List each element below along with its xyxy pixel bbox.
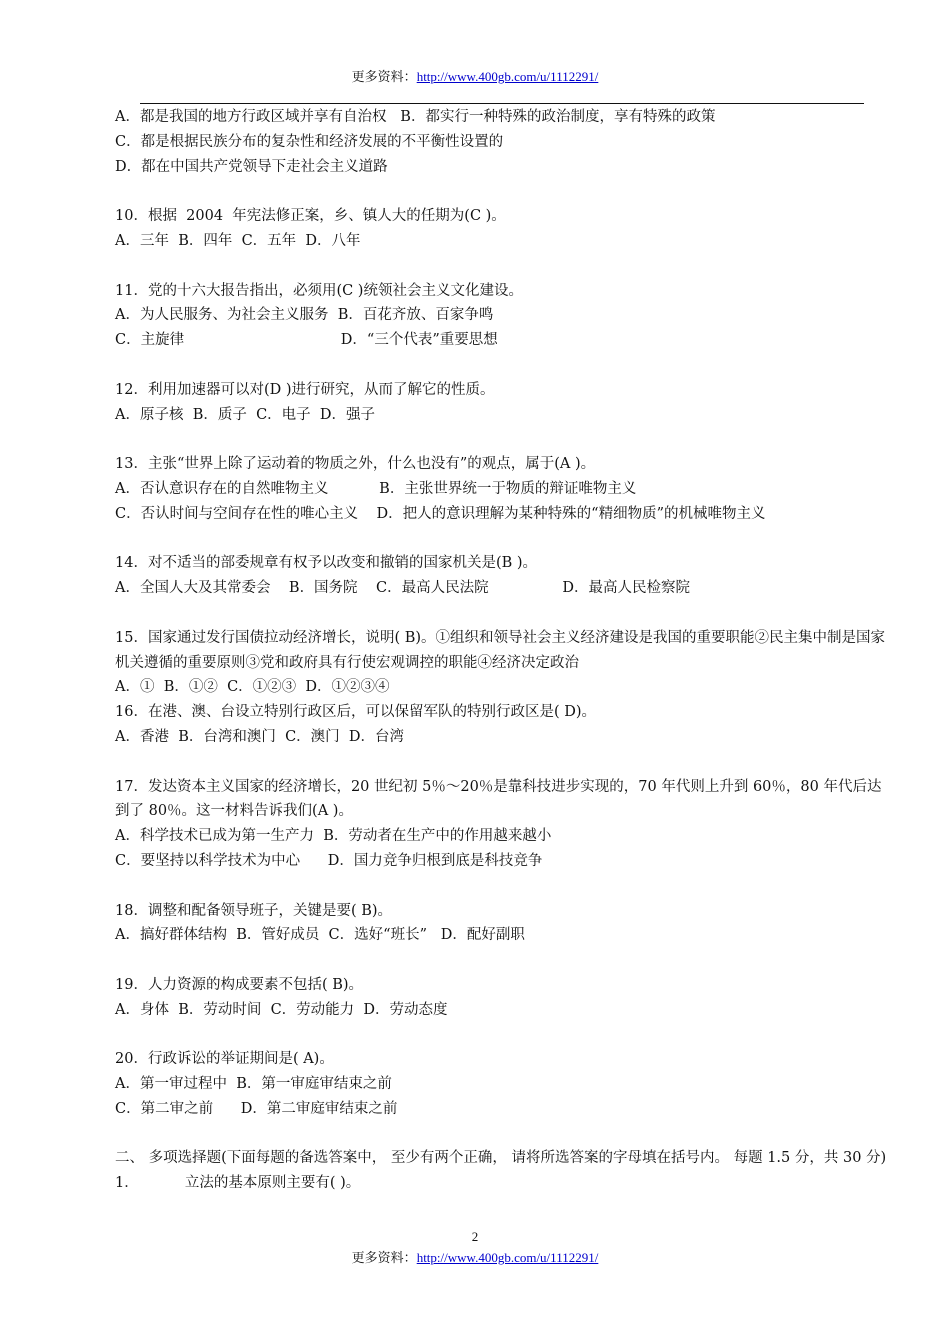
question-10: 10．根据 2004 年宪法修正案，乡、镇人大的任期为(C )。 — [115, 208, 506, 225]
page-header — [0, 66, 950, 85]
option-line: D．都在中国共产党领导下走社会主义道路 — [115, 158, 388, 175]
section-2-heading: 二、 多项选择题(下面每题的备选答案中， 至少有两个正确， 请将所选答案的字母填在括号内。 每题 1.5 分，共 30 分) — [115, 1150, 887, 1167]
question-15-options: A．① B．①② C．①②③ D．①②③④ — [115, 679, 390, 696]
question-11-options: A．为人民服务、为社会主义服务 B．百花齐放、百家争鸣 — [115, 307, 494, 324]
header-label: 更多资料： — [351, 69, 417, 84]
question-20-options: A．第一审过程中 B．第一审庭审结束之前 — [115, 1076, 392, 1093]
question-13: 13．主张“世界上除了运动着的物质之外，什么也没有”的观点，属于(A )。 — [115, 456, 596, 473]
question-12: 12．利用加速器可以对(D )进行研究，从而了解它的性质。 — [115, 381, 495, 398]
question-11-options: C．主旋律 D．“三个代表”重要思想 — [115, 332, 498, 349]
question-16-options: A．香港 B．台湾和澳门 C．澳门 D．台湾 — [115, 728, 405, 745]
question-20-options: C．第二审之前 D．第二审庭审结束之前 — [115, 1100, 398, 1117]
option-line: A．都是我国的地方行政区域并享有自治权 B．都实行一种特殊的政治制度，享有特殊的政策 — [115, 109, 716, 125]
question-14: 14．对不适当的部委规章有权予以改变和撤销的国家机关是(B )。 — [115, 555, 538, 572]
question-13-options: A．否认意识存在的自然唯物主义 B．主张世界统一于物质的辩证唯物主义 — [115, 480, 637, 497]
question-18: 18．调整和配备领导班子，关键是要( B)。 — [115, 902, 393, 919]
footer-link[interactable]: http://www.400gb.com/u/1112291/ — [416, 1250, 599, 1265]
question-15: 15．国家通过发行国债拉动经济增长，说明( B)。①组织和领导社会主义经济建设是我国的重要职能②民主集中制是国家机关遵循的重要原则③党和政府具有行使宏观调控的职能④经济决定政治 — [115, 629, 886, 671]
question-14-options: A．全国人大及其常委会 B．国务院 C．最高人民法院 D．最高人民检察院 — [115, 580, 690, 597]
page-number: 2 — [471, 1229, 479, 1244]
header-link[interactable]: http://www.400gb.com/u/1112291/ — [416, 69, 599, 84]
header-rule — [140, 103, 864, 104]
question-11: 11．党的十六大报告指出，必须用(C )统领社会主义文化建设。 — [115, 282, 523, 299]
question-19-options: A．身体 B．劳动时间 C．劳动能力 D．劳动态度 — [115, 1001, 448, 1018]
question-18-options: A．搞好群体结构 B．管好成员 C．选好“班长” D．配好副职 — [115, 927, 525, 944]
page-footer — [0, 1247, 950, 1266]
footer-label: 更多资料： — [351, 1250, 417, 1265]
question-17-options: C．要坚持以科学技术为中心 D．国力竞争归根到底是科技竞争 — [115, 852, 543, 869]
option-line: C．都是根据民族分布的复杂性和经济发展的不平衡性设置的 — [115, 133, 504, 150]
question-12-options: A．原子核 B．质子 C．电子 D．强子 — [115, 406, 376, 423]
question-17-options: A．科学技术已成为第一生产力 B．劳动者在生产中的作用越来越小 — [115, 828, 552, 845]
question-20: 20．行政诉讼的举证期间是( A)。 — [115, 1051, 334, 1068]
question-17: 17．发达资本主义国家的经济增长，20 世纪初 5％～20％是靠科技进步实现的，70 年代则上升到 60％，80 年代后达到了 80％。这一材料告诉我们(A )。 — [115, 778, 882, 820]
question-19: 19．人力资源的构成要素不包括( B)。 — [115, 976, 364, 993]
question-13-options: C．否认时间与空间存在性的唯心主义 D．把人的意识理解为某种特殊的“精细物质”的机械唯物主义 — [115, 505, 766, 522]
question-16: 16．在港、澳、台设立特别行政区后，可以保留军队的特别行政区是( D)。 — [115, 704, 596, 721]
document-body — [115, 105, 895, 1196]
multi-question-1: 1． 立法的基本原则主要有( )。 — [115, 1175, 361, 1192]
question-10-options: A．三年 B．四年 C．五年 D．八年 — [115, 232, 361, 249]
